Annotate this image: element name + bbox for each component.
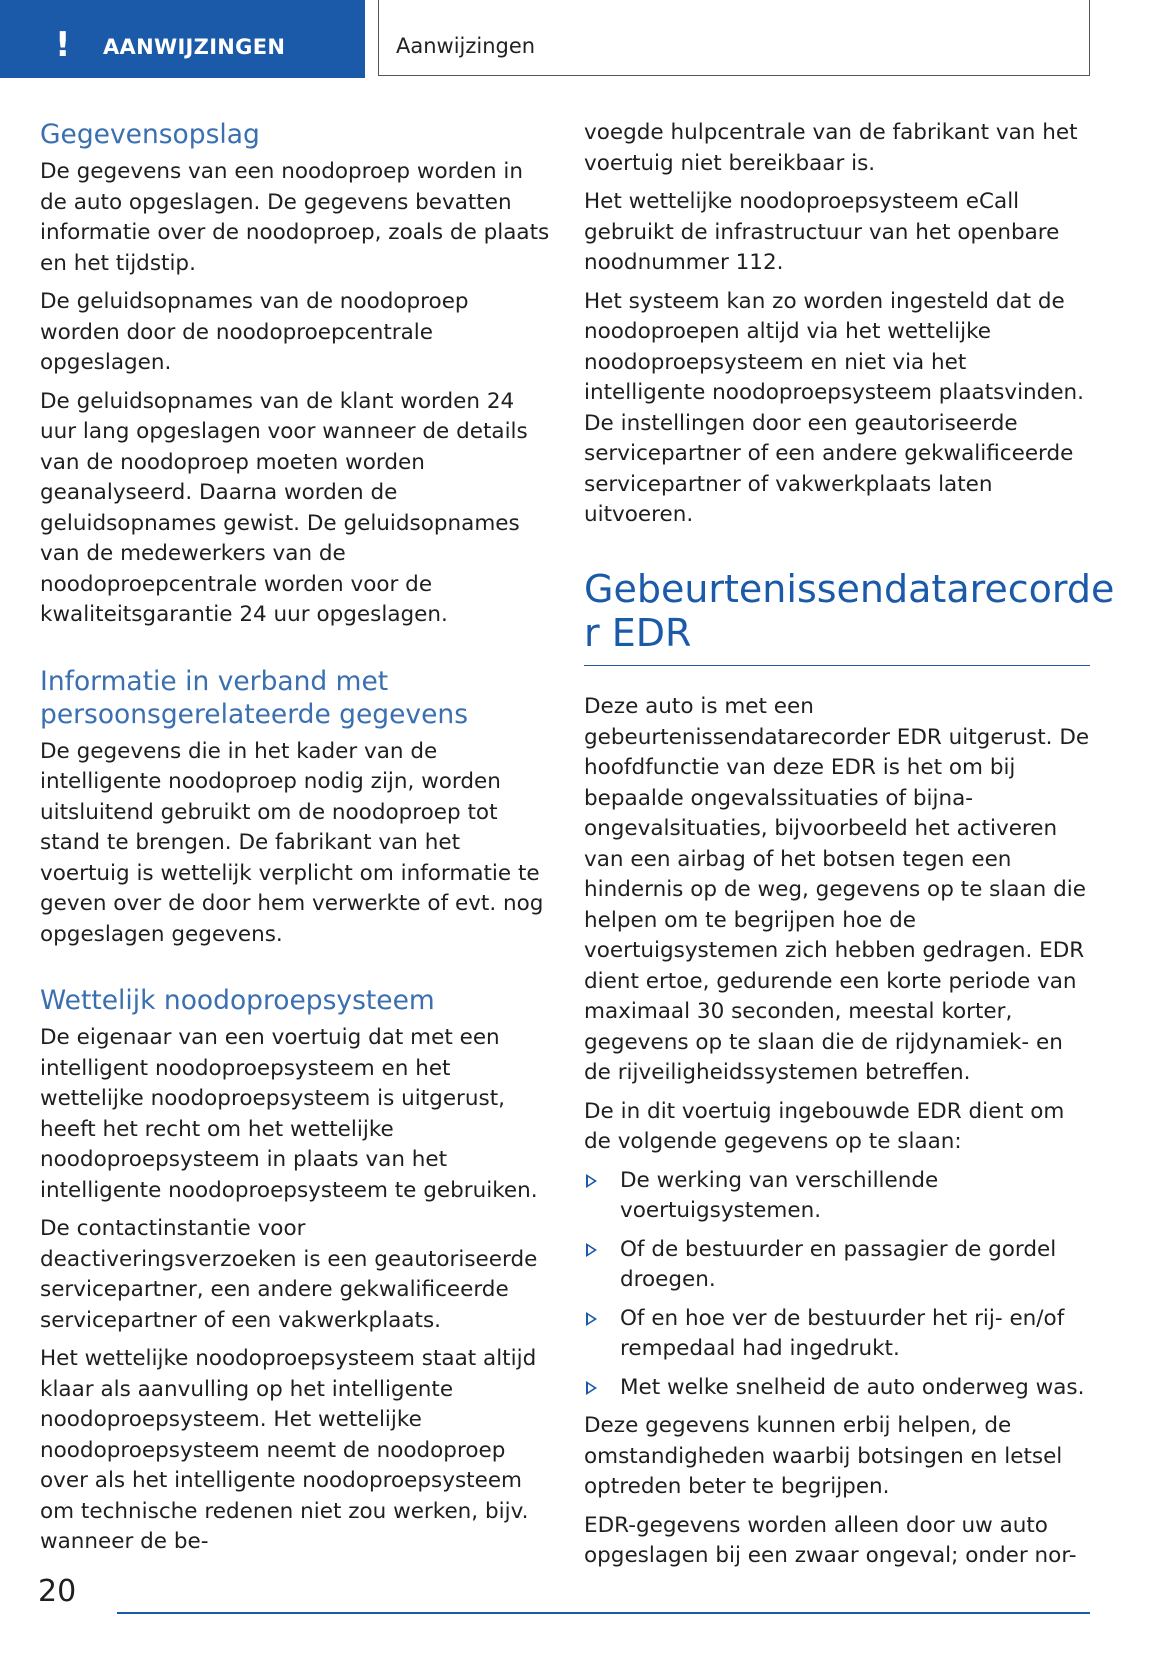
bullet-list — [584, 1166, 1090, 1404]
list-item: Of de bestuurder en passagier de gordel droegen. — [584, 1235, 1090, 1296]
paragraph: De eigenaar van een voertuig dat met een intelligent noodoproepsysteem en het wettelijke noodoproepsysteem is uitgerust, heeft het recht om het wettelijke noodoproepsysteem in plaats van het intelligente noodoproepsysteem te gebruiken. — [40, 1025, 538, 1203]
paragraph: De contactinstantie voor deactiveringsverzoeken is een geautoriseerde servicepartner, een andere gekwalificeerde servicepartner of een vakwerkplaats. — [40, 1216, 538, 1333]
paragraph: Deze auto is met een gebeurtenissendatarecorder EDR uitgerust. De hoofdfunctie van deze EDR is het om bij bepaalde ongevalssituaties of bijna-ongevalsituaties, bijvoorbeeld het activeren van een airbag of het botsen tegen een hindernis op de weg, gegevens op te slaan die helpen om te begrijpen hoe de voertuigsystemen zich hebben gedragen. EDR dient ertoe, gedurende een korte periode van maximaal 30 seconden, meestal korter, gegevens op te slaan die de rijdynamiek- en de rijveiligheidssystemen betreffen. — [584, 694, 1090, 1085]
triangle-bullet-icon — [586, 1174, 597, 1188]
breadcrumb-label: Aanwijzingen — [396, 34, 536, 58]
section-tab — [0, 0, 365, 78]
paragraph: Deze gegevens kunnen erbij helpen, de omstandigheden waarbij botsingen en letsel optreden beter te begrijpen. — [584, 1413, 1063, 1499]
breadcrumb — [378, 0, 1090, 76]
triangle-bullet-icon — [586, 1381, 597, 1395]
paragraph: De geluidsopnames van de noodoproep worden door de noodoproepcentrale opgeslagen. — [40, 289, 469, 375]
paragraph: De gegevens die in het kader van de intelligente noodoproep nodig zijn, worden uitsluitend gebruikt om de noodoproep tot stand te brengen. De fabrikant van het voertuig is wettelijk verplicht om informatie te geven over de door hem verwerkte of evt. nog opgeslagen gegevens. — [40, 738, 544, 947]
list-item: Of en hoe ver de bestuurder het rij- en/of rempedaal had ingedrukt. — [584, 1304, 1090, 1365]
section-heading-wettelijk-noodoproepsysteem: Wettelijk noodoproepsysteem — [40, 985, 435, 1016]
left-column — [40, 118, 550, 1566]
paragraph: De gegevens van een noodoproep worden in de auto opgeslagen. De gegevens bevatten informatie over de noodoproep, zoals de plaats en het tijdstip. — [40, 159, 550, 276]
exclamation-icon: ! — [55, 25, 71, 65]
section-heading-persoonsgegevens: Informatie in verband met persoonsgerelateerde gegevens — [40, 665, 469, 730]
list-item: Met welke snelheid de auto onderweg was. — [584, 1373, 1090, 1404]
chapter-heading-edr: Gebeurtenissendatarecorde r EDR — [584, 566, 1115, 655]
section-heading-gegevensopslag: Gegevensopslag — [40, 119, 260, 150]
paragraph: Het wettelijke noodoproepsysteem eCall gebruikt de infrastructuur van het openbare noodnummer 112. — [584, 189, 1060, 275]
heading-divider — [584, 665, 1090, 667]
page-number: 20 — [38, 1574, 77, 1609]
paragraph: De geluidsopnames van de klant worden 24 uur lang opgeslagen voor wanneer de details van de noodoproep moeten worden geanalyseerd. Daarna worden de geluidsopnames gewist. De geluidsopnames van de medewerkers van de noodoproepcentrale worden voor de kwaliteitsgarantie 24 uur opgeslagen. — [40, 388, 528, 627]
section-tab-label: AANWIJZINGEN — [103, 35, 286, 59]
right-column — [584, 118, 1115, 1580]
paragraph: voegde hulpcentrale van de fabrikant van het voertuig niet bereikbaar is. — [584, 120, 1078, 176]
paragraph: EDR-gegevens worden alleen door uw auto opgeslagen bij een zwaar ongeval; onder nor- — [584, 1512, 1077, 1568]
list-item: De werking van verschillende voertuigsystemen. — [584, 1166, 1090, 1227]
paragraph: Het systeem kan zo worden ingesteld dat de noodoproepen altijd via het wettelijke noodoproepsysteem en niet via het intelligente noodoproepsysteem plaatsvinden. De instellingen door een geautoriseerde servicepartner of een andere gekwalificeerde servicepartner of vakwerkplaats laten uitvoeren. — [584, 288, 1085, 527]
spacer — [40, 639, 550, 665]
triangle-bullet-icon — [586, 1312, 597, 1326]
paragraph: De in dit voertuig ingebouwde EDR dient om de volgende gegevens op te slaan: — [584, 1098, 1065, 1154]
triangle-bullet-icon — [586, 1243, 597, 1257]
footer-divider — [117, 1612, 1090, 1614]
paragraph: Het wettelijke noodoproepsysteem staat altijd klaar als aanvulling op het intelligente noodoproepsysteem. Het wettelijke noodoproepsysteem neemt de noodoproep over als het intelligente noodoproepsysteem om technische redenen niet zou werken, bijv. wanneer de be- — [40, 1346, 537, 1554]
spacer — [40, 958, 550, 984]
